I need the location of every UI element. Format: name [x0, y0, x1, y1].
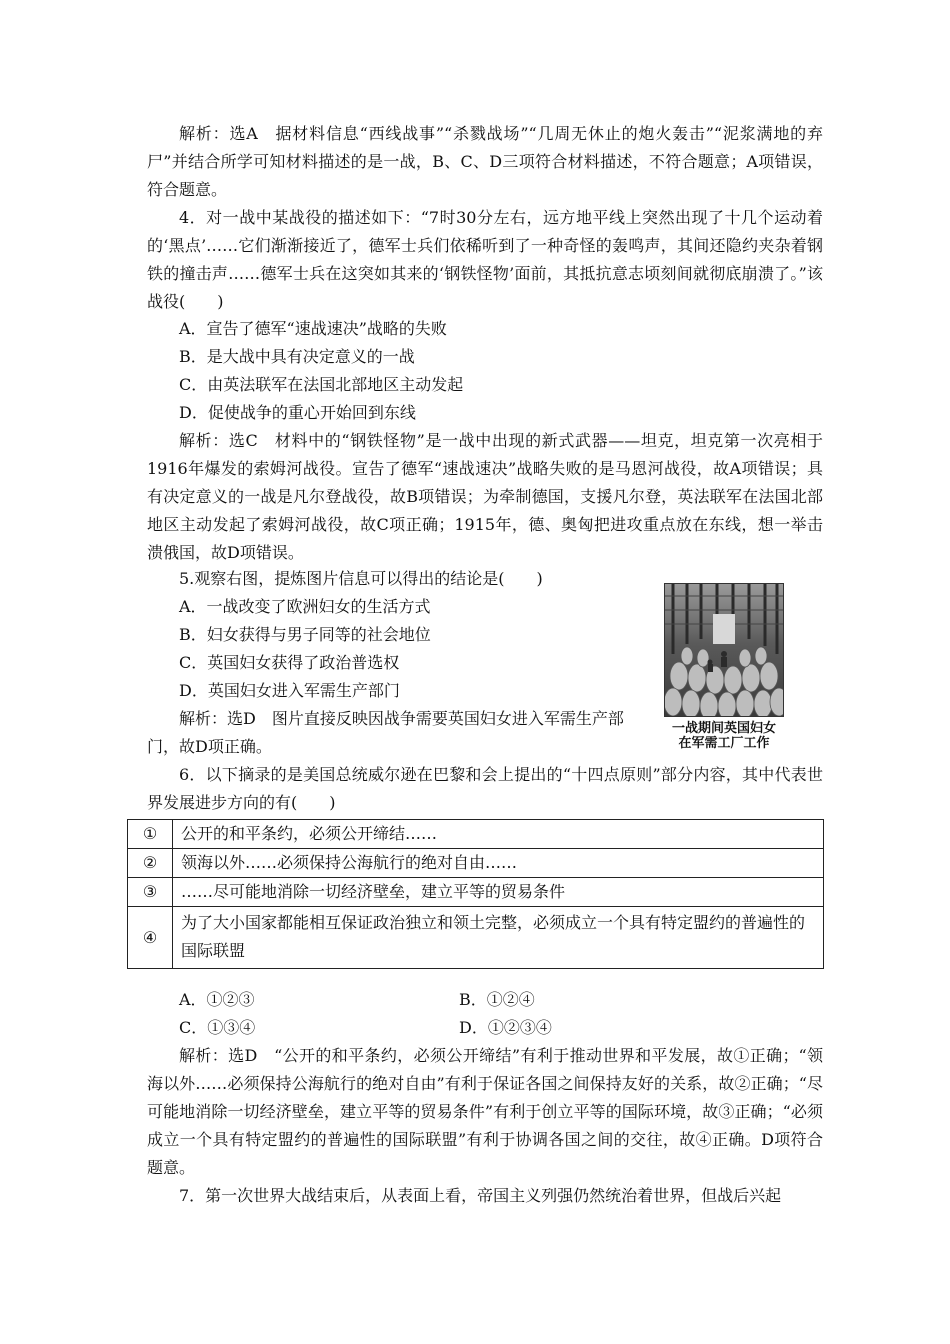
question-4: 4．对一战中某战役的描述如下：“7时30分左右，远方地平线上突然出现了十几个运动着的‘黑点’……它们渐渐接近了，德军士兵们依稀听到了一种奇怪的轰鸣声，其间还隐约夹杂着钢铁的撞击声……德军士兵在这突如其来的‘钢铁怪物’面前，其抵抗意志顷刻间就彻底崩溃了。”该战役( )	[147, 208, 823, 311]
factory-photo	[664, 583, 784, 717]
table-cell-text: ……尽可能地消除一切经济壁垒，建立平等的贸易条件	[173, 878, 824, 907]
question-4-option-a: A．宣告了德军“速战速决”战略的失败	[179, 319, 447, 338]
answer-5-explanation-line2: 门，故D项正确。	[147, 737, 272, 756]
table-cell-text: 公开的和平条约，必须公开缔结……	[173, 820, 824, 849]
table-cell-number: ②	[128, 849, 173, 878]
table-row	[128, 820, 824, 849]
table-row	[128, 907, 824, 969]
question-5-option-d: D．英国妇女进入军需生产部门	[179, 681, 400, 700]
question-5-option-c: C．英国妇女获得了政治普选权	[179, 653, 400, 672]
factory-photo-icon	[665, 584, 783, 716]
question-5-option-b: B．妇女获得与男子同等的社会地位	[179, 625, 431, 644]
question-6-option-a: A．①②③	[179, 990, 255, 1009]
table-cell-text: 为了大小国家都能相互保证政治独立和领土完整，必须成立一个具有特定盟约的普遍性的国际联盟	[173, 907, 824, 969]
question-6-option-c: C．①③④	[179, 1018, 256, 1037]
question-6-option-d: D．①②③④	[459, 1018, 552, 1037]
table-row	[128, 878, 824, 907]
question-6: 6．以下摘录的是美国总统威尔逊在巴黎和会上提出的“十四点原则”部分内容，其中代表世界发展进步方向的有( )	[147, 765, 823, 812]
answer-4-explanation: 解析：选C 材料中的“钢铁怪物”是一战中出现的新式武器——坦克，坦克第一次亮相于1916年爆发的索姆河战役。宣告了德军“速战速决”战略失败的是马恩河战役，故A项错误；具有决定意义的一战是凡尔登战役，故B项错误；为牵制德国，支援凡尔登，英法联军在法国北部地区主动发起了索姆河战役，故C项正确；1915年，德、奥匈把进攻重点放在东线，想一举击溃俄国，故D项错误。	[147, 431, 823, 562]
question-4-option-d: D．促使战争的重心开始回到东线	[179, 403, 416, 422]
question-5: 5.观察右图，提炼图片信息可以得出的结论是( )	[179, 569, 543, 588]
answer-3-explanation: 解析：选A 据材料信息“西线战事”“杀戮战场”“几周无休止的炮火轰击”“泥浆满地的弃尸”并结合所学可知材料描述的是一战，B、C、D三项符合材料描述，不符合题意；A项错误，符合题意。	[147, 124, 823, 199]
question-4-option-c: C．由英法联军在法国北部地区主动发起	[179, 375, 464, 394]
answer-5-explanation-line1: 解析：选D 图片直接反映因战争需要英国妇女进入军需生产部	[179, 709, 624, 728]
question-6-option-b: B．①②④	[459, 990, 535, 1009]
question-5-option-a: A．一战改变了欧洲妇女的生活方式	[179, 597, 431, 616]
figure-caption-line1: 一战期间英国妇女	[671, 721, 776, 736]
figure-caption	[664, 721, 784, 751]
question-4-option-b: B．是大战中具有决定意义的一战	[179, 347, 415, 366]
principles-table	[127, 819, 824, 969]
table-row	[128, 849, 824, 878]
answer-6-explanation: 解析：选D “公开的和平条约，必须公开缔结”有利于推动世界和平发展，故①正确；“领海以外……必须保持公海航行的绝对自由”有利于保证各国之间保持友好的关系，故②正确；“尽可能地消除一切经济壁垒，建立平等的贸易条件”有利于创立平等的国际环境，故③正确；“必须成立一个具有特定盟约的普遍性的国际联盟”有利于协调各国之间的交往，故④正确。D项符合题意。	[147, 1046, 823, 1177]
table-cell-number: ③	[128, 878, 173, 907]
factory-photo-figure	[664, 583, 784, 751]
question-7: 7．第一次世界大战结束后，从表面上看，帝国主义列强仍然统治着世界，但战后兴起	[179, 1186, 782, 1205]
table-cell-number: ①	[128, 820, 173, 849]
table-cell-number: ④	[128, 907, 173, 969]
figure-caption-line2: 在军需工厂工作	[678, 736, 770, 751]
table-cell-text: 领海以外……必须保持公海航行的绝对自由……	[173, 849, 824, 878]
